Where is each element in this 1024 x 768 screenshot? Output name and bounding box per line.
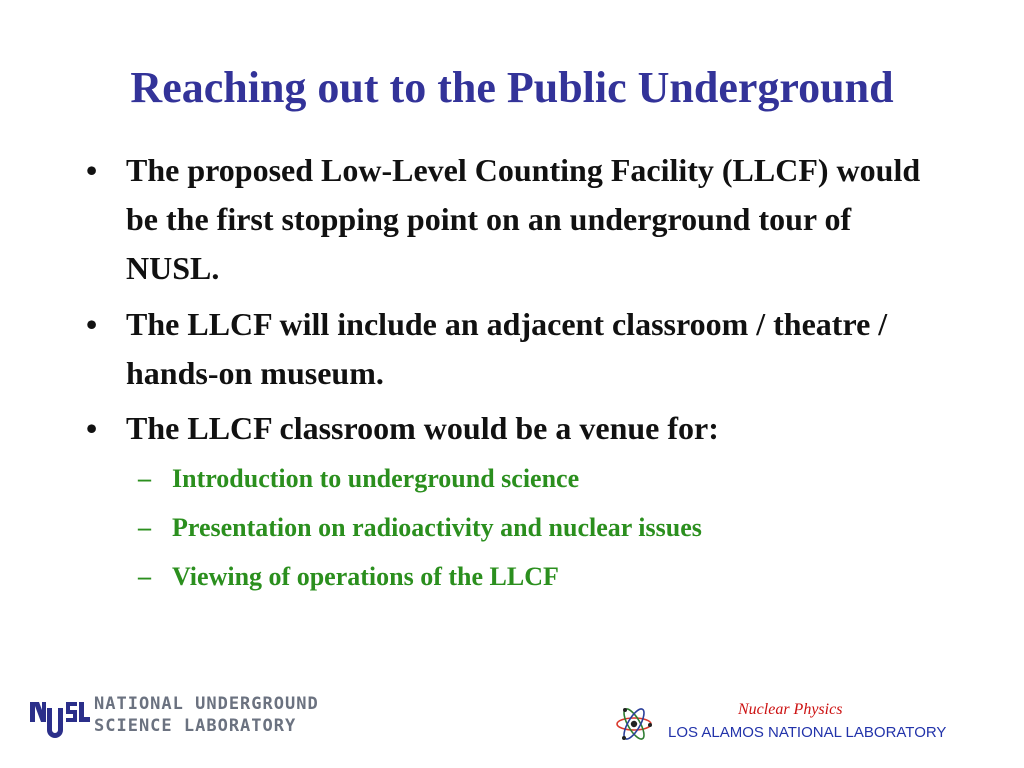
atom-icon	[614, 704, 654, 744]
sub-bullet-text: Presentation on radioactivity and nuclear issues	[172, 513, 702, 542]
bullet-item	[86, 146, 946, 293]
footer-lab-name: LOS ALAMOS NATIONAL LABORATORY	[668, 724, 947, 741]
sub-bullet-text: Viewing of operations of the LLCF	[172, 562, 559, 591]
bullet-text: The LLCF classroom would be a venue for:	[126, 410, 719, 446]
bullet-text: The LLCF will include an adjacent classroom / theatre / hands-on museum.	[126, 306, 888, 391]
sub-bullet-marker: –	[138, 464, 151, 493]
footer-department: Nuclear Physics	[738, 701, 843, 718]
bullet-item	[86, 404, 946, 453]
sub-bullet-text: Introduction to underground science	[172, 464, 580, 493]
bullet-marker: •	[86, 152, 98, 188]
bullet-marker: •	[86, 306, 98, 342]
nusl-logo-line2: SCIENCE LABORATORY	[94, 716, 297, 736]
sub-bullet-marker: –	[138, 562, 151, 591]
sub-bullet-item	[138, 559, 938, 595]
nusl-logo-text	[94, 693, 319, 737]
sub-bullet-marker: –	[138, 513, 151, 542]
bullet-item	[86, 300, 946, 398]
bullet-text: The proposed Low-Level Counting Facility (LLCF) would be the first stopping point on an underground tour of NUSL.	[126, 152, 921, 286]
sub-bullet-item	[138, 510, 938, 546]
sub-bullet-item	[138, 461, 938, 497]
nusl-logo-line1: NATIONAL UNDERGROUND	[94, 694, 319, 714]
slide-title: Reaching out to the Public Underground	[130, 63, 894, 112]
bullet-marker: •	[86, 410, 98, 446]
